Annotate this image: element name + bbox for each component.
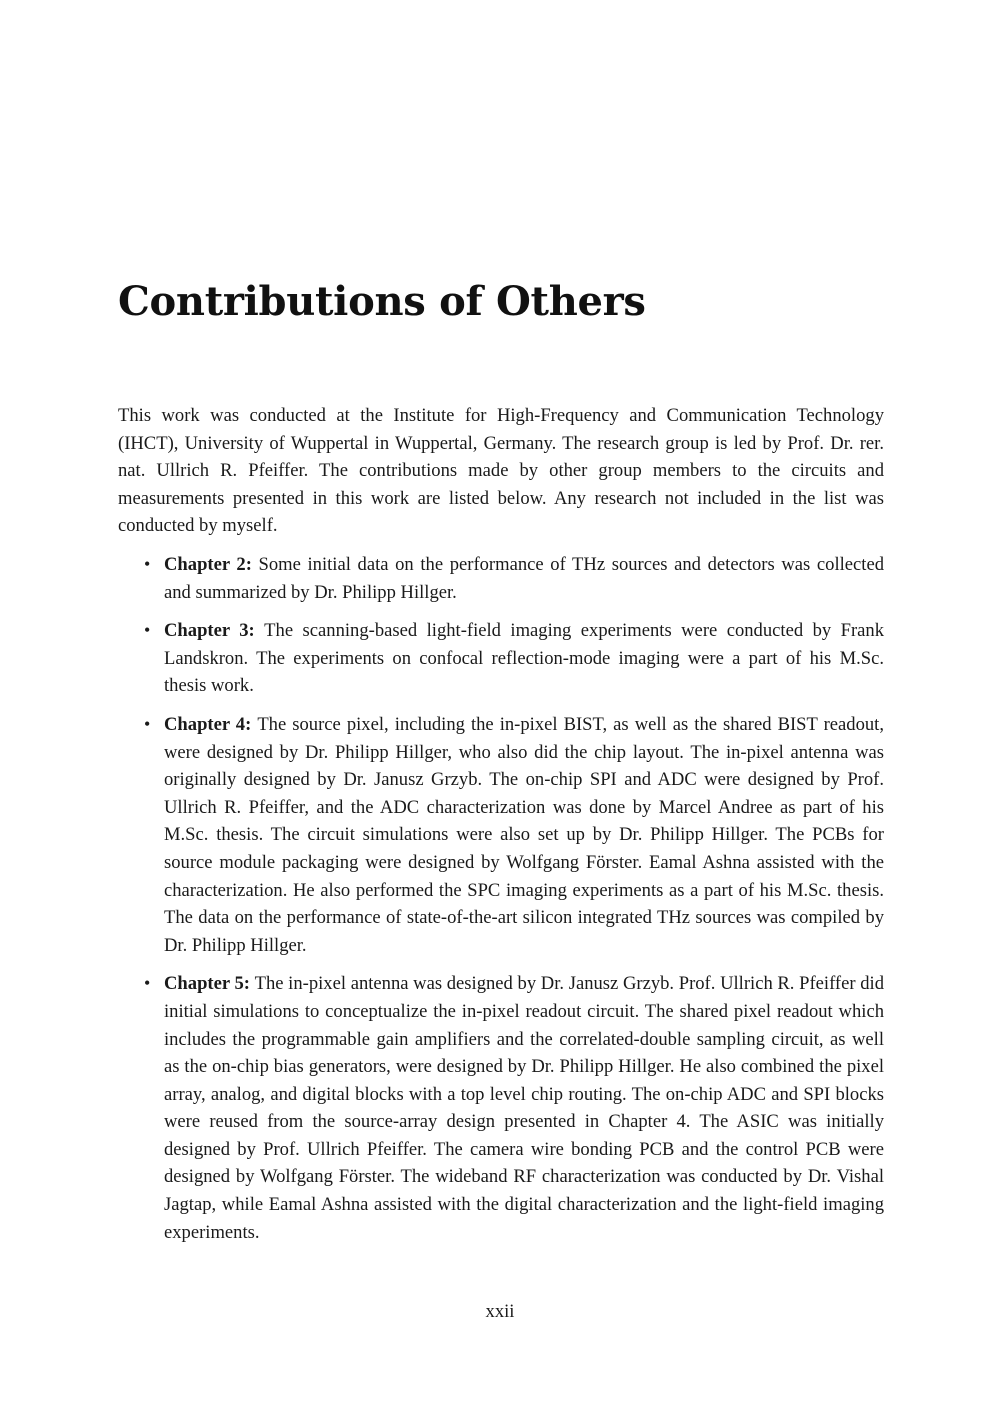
list-item-chapter-5 — [118, 970, 884, 1246]
bullet-icon: • — [144, 554, 151, 574]
intro-paragraph: This work was conducted at the Institute for High-Frequency and Communication Technology (IHCT), University of Wuppertal in Wuppertal, Germany. The research group is led by Prof. Dr. rer. nat. Ullrich R. Pfeiffer. The contributions made by other group members to the circuits and measurements presented in this work are listed below. Any research not included in the list was conducted by myself. — [118, 405, 884, 537]
contribution-text: Some initial data on the performance of THz sources and detectors was collected and summarized by Dr. Philipp Hillger. — [164, 554, 884, 603]
contribution-text: The source pixel, including the in-pixel BIST, as well as the shared BIST readout, were designed by Dr. Philipp Hillger, who also did the chip layout. The in-pixel antenna was originally designed by Dr. Janusz Grzyb. The on-chip SPI and ADC were designed by Prof. Ullrich R. Pfeiffer, and the ADC characterization was done by Marcel Andree as part of his M.Sc. thesis. The circuit simulations were also set up by Dr. Philipp Hillger. The PCBs for source module packaging were designed by Wolfgang Förster. Eamal Ashna assisted with the characterization. He also performed the SPC imaging experiments as a part of his M.Sc. thesis. The data on the performance of state-of-the-art silicon integrated THz sources was compiled by Dr. Philipp Hillger. — [164, 713, 884, 956]
list-item-chapter-2 — [118, 551, 884, 606]
chapter-label: Chapter 4: — [164, 713, 258, 735]
bullet-icon: • — [144, 620, 151, 641]
chapter-label: Chapter 3: — [164, 620, 265, 642]
bullet-icon: • — [144, 973, 151, 994]
contributions-list — [118, 551, 884, 1257]
list-item-chapter-3 — [118, 617, 884, 700]
page-number: xxii — [485, 1301, 515, 1322]
chapter-label: Chapter 2: — [164, 554, 259, 575]
contribution-text: The scanning-based light-field imaging experiments were conducted by Frank Landskron. The experiments on confocal reflection-mode imaging were a part of his M.Sc. thesis work. — [164, 620, 884, 697]
page-title: Contributions of Others — [118, 278, 646, 325]
list-item-chapter-4 — [118, 711, 884, 959]
bullet-icon: • — [144, 713, 151, 734]
contribution-text: The in-pixel antenna was designed by Dr. Janusz Grzyb. Prof. Ullrich R. Pfeiffer did initial simulations to conceptualize the in-pixel readout circuit. The shared pixel readout which includes the programmable gain amplifiers and the correlated-double sampling circuit, as well as the on-chip bias generators, were designed by Dr. Philipp Hillger. He also combined the pixel array, analog, and digital blocks with a top level chip routing. The on-chip ADC and SPI blocks were reused from the source-array design presented in Chapter 4. The ASIC was initially designed by Prof. Ullrich Pfeiffer. The camera wire bonding PCB and the control PCB were designed by Wolfgang Förster. The wideband RF characterization was conducted by Dr. Vishal Jagtap, while Eamal Ashna assisted with the digital characterization and the light-field imaging experiments. — [164, 973, 885, 1243]
chapter-label: Chapter 5: — [164, 973, 255, 995]
